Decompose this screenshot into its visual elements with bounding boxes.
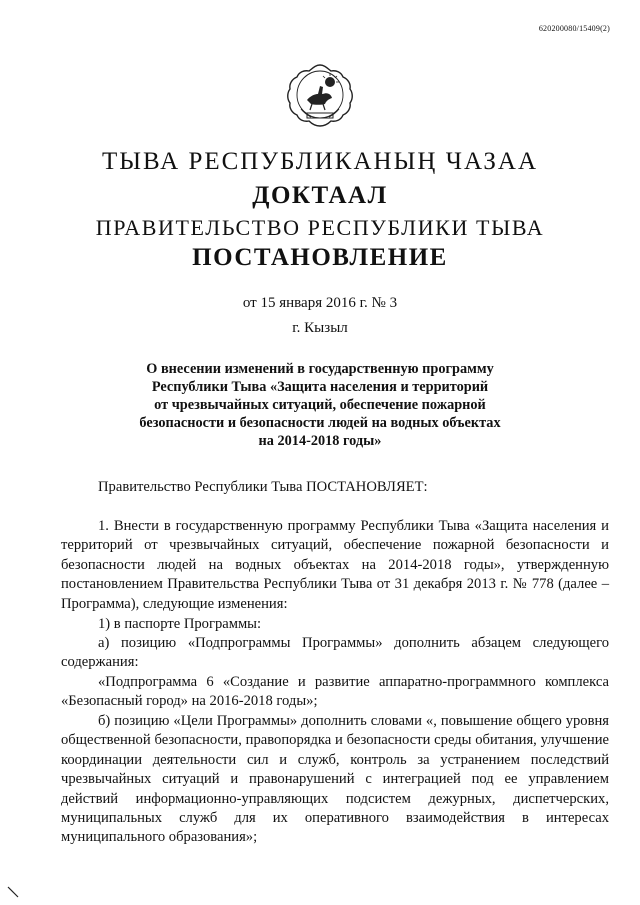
- title-line: О внесении изменений в государственную программу: [146, 361, 494, 377]
- coat-of-arms-emblem: [285, 62, 355, 134]
- russian-government-heading: ПРАВИТЕЛЬСТВО РЕСПУБЛИКИ ТЫВА: [95, 215, 545, 240]
- tuvan-document-type: ДОКТААЛ: [252, 182, 388, 209]
- paragraph-item-1: 1. Внести в государственную программу Республики Тыва «Защита населения и территорий от чрезвычайных ситуаций, обеспечение пожарной безопасности и безопасности людей на водных объектах на 2014-2018 годы», утвержденную постановлением Правительства Республики Тыва от 31 декабря 2013 г. № 778 (далее – Программа), следующие изменения:: [61, 518, 609, 612]
- title-line: на 2014-2018 годы»: [258, 433, 382, 449]
- paragraph-subitem-1: 1) в паспорте Программы:: [98, 616, 262, 632]
- date-and-number: от 15 января 2016 г. № 3: [242, 295, 398, 311]
- document-title: [0, 360, 640, 450]
- paragraph-subitem-b: б) позицию «Цели Программы» дополнить словами «, повышение общего уровня общественной безопасности, правопорядка и безопасности среды обитания, улучшение координации деятельности сил и служб, контроль за устранением последствий чрезвычайных ситуаций и правонарушений с интеграцией под ее управлением действий информационно-управляющих подсистем дежурных, диспетчерских, муниципальных служб для их оперативного взаимодействия в интересах муниципального образования»;: [61, 713, 609, 846]
- russian-document-type: ПОСТАНОВЛЕНИЕ: [192, 244, 448, 271]
- paragraph-subitem-a: а) позицию «Подпрограммы Программы» дополнить абзацем следующего содержания:: [61, 635, 609, 671]
- title-line: безопасности и безопасности людей на водных объектах: [139, 415, 501, 431]
- resolution-intro: Правительство Республики Тыва ПОСТАНОВЛЯЕТ:: [98, 479, 428, 495]
- document-code: 620200080/15409(2): [538, 24, 610, 33]
- city-name: г. Кызыл: [292, 320, 348, 336]
- paragraph-quote-subprogram: «Подпрограмма 6 «Создание и развитие аппаратно-программного комплекса «Безопасный город» на 2016-2018 годы»;: [61, 674, 609, 710]
- title-line: от чрезвычайных ситуаций, обеспечение пожарной: [154, 397, 486, 413]
- title-line: Республики Тыва «Защита населения и территорий: [151, 379, 489, 395]
- scan-corner-mark: [6, 885, 20, 899]
- tuvan-government-heading: ТЫВА РЕСПУБЛИКАНЫҢ ЧАЗАА: [101, 148, 539, 175]
